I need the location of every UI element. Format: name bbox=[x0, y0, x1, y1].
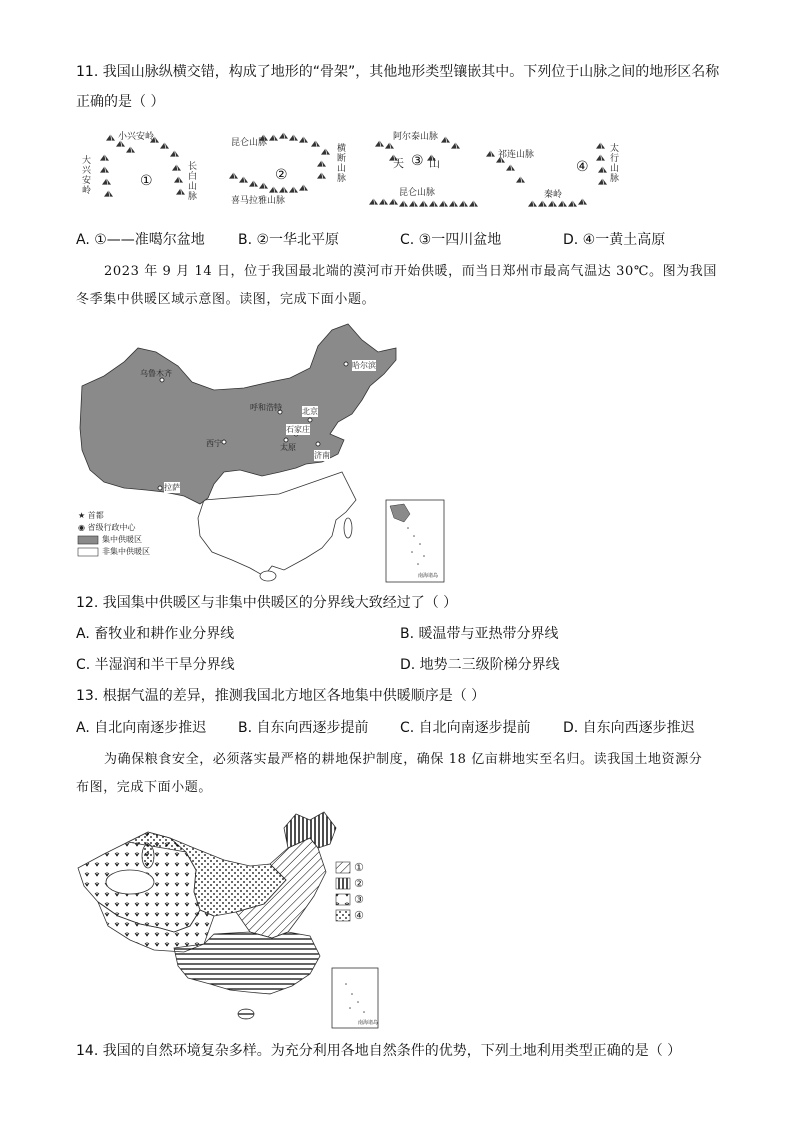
city-jinan: 济南 bbox=[314, 451, 330, 460]
city-beijing: 北京 bbox=[302, 407, 318, 416]
taiwan-island bbox=[344, 518, 352, 538]
q11-figure-2 bbox=[225, 128, 355, 208]
q13-option-b[interactable]: B. 自东向西逐步提前 bbox=[238, 720, 369, 736]
legend-label-3: ③ bbox=[354, 893, 364, 906]
q13-stem: 13. 根据气温的差异，推测我国北方地区各地集中供暖顺序是（ ） bbox=[76, 688, 486, 704]
label-kunlunshan-3: 昆仑山脉 bbox=[399, 188, 436, 198]
label-taihangshan: 太行山脉 bbox=[610, 144, 620, 184]
circle-number-1: ① bbox=[140, 173, 153, 189]
legend-heating-swatch bbox=[78, 536, 98, 544]
legend-swatch-1 bbox=[336, 862, 350, 873]
q11-option-b[interactable]: B. ②一华北平原 bbox=[238, 232, 340, 248]
label-xiaoxinganling: 小兴安岭 bbox=[118, 132, 155, 142]
legend-nonheating-swatch bbox=[78, 548, 98, 556]
q13-option-c[interactable]: C. 自北向南逐步提前 bbox=[400, 720, 531, 736]
q11-option-d[interactable]: D. ④一黄土高原 bbox=[563, 232, 666, 248]
q11-figure-3 bbox=[365, 128, 480, 212]
heating-region bbox=[80, 324, 396, 504]
label-kunlunshan: 昆仑山脉 bbox=[231, 138, 268, 148]
hainan-island bbox=[260, 571, 276, 581]
label-tian: 天 bbox=[393, 157, 404, 170]
q13-option-d[interactable]: D. 自东向西逐步推迟 bbox=[563, 720, 695, 736]
circle-number-3: ③ bbox=[411, 153, 424, 169]
city-huhehaote: 呼和浩特 bbox=[250, 403, 282, 412]
q14-stem: 14. 我国的自然环境复杂多样。为充分利用各地自然条件的优势，下列土地利用类型正确的是（ ） bbox=[76, 1043, 682, 1059]
q11-option-a[interactable]: A. ①——准噶尔盆地 bbox=[76, 232, 205, 248]
land-resources-map bbox=[74, 808, 384, 1030]
q12-option-b[interactable]: B. 暖温带与亚热带分界线 bbox=[400, 626, 559, 642]
q12-stem: 12. 我国集中供暖区与非集中供暖区的分界线大致经过了（ ） bbox=[76, 595, 458, 611]
legend-nonheating: 非集中供暖区 bbox=[102, 547, 150, 556]
label-qilianshan: 祁连山脉 bbox=[498, 150, 535, 160]
legend-label-1: ① bbox=[354, 861, 364, 874]
passage1-line1: 2023 年 9 月 14 日，位于我国最北端的漠河市开始供暖，而当日郑州市最高气温达 30℃。图为我国 bbox=[104, 264, 717, 279]
label-shan: 山 bbox=[429, 157, 440, 170]
legend-swatch-2 bbox=[336, 878, 350, 889]
label-changbaishan: 长白山脉 bbox=[188, 162, 198, 202]
q11-stem-line1: 11. 我国山脉纵横交错，构成了地形的“骨架”，其他地形类型镶嵌其中。下列位于山脉之间的地形区名称 bbox=[76, 64, 720, 80]
label-ximalaya: 喜马拉雅山脉 bbox=[231, 196, 286, 206]
inset-label: 南海诸岛 bbox=[418, 573, 439, 579]
q11-figure-1 bbox=[78, 128, 208, 208]
region-basin-oval bbox=[106, 870, 154, 894]
passage2-line1: 为确保粮食安全，必须落实最严格的耕地保护制度，确保 18 亿亩耕地实至名归。读我国土地资源分 bbox=[104, 752, 703, 767]
legend-capital-text: 首都 bbox=[87, 511, 104, 520]
label-hengduanshan: 横断山脉 bbox=[337, 144, 347, 184]
q12-option-a[interactable]: A. 畜牧业和耕作业分界线 bbox=[76, 626, 235, 642]
legend-swatch-3 bbox=[336, 894, 350, 905]
label-daxinganling: 大兴安岭 bbox=[82, 156, 92, 196]
legend-swatch-4 bbox=[336, 910, 350, 921]
passage2-line2: 布图，完成下面小题。 bbox=[76, 780, 213, 795]
non-heating-region bbox=[198, 472, 356, 576]
city-lasa: 拉萨 bbox=[164, 483, 180, 492]
q12-option-d[interactable]: D. 地势二三级阶梯分界线 bbox=[400, 657, 560, 673]
legend-provincial-text: 省级行政中心 bbox=[87, 523, 136, 532]
q11-figure-4 bbox=[484, 128, 624, 212]
label-aertaishan: 阿尔泰山脉 bbox=[393, 132, 439, 142]
legend-label-4: ④ bbox=[354, 909, 364, 922]
city-xining: 西宁 bbox=[206, 439, 222, 448]
legend-heating: 集中供暖区 bbox=[102, 535, 142, 544]
city-shijiazhuang: 石家庄 bbox=[286, 425, 310, 434]
q12-option-c[interactable]: C. 半湿润和半干旱分界线 bbox=[76, 657, 235, 673]
city-haerbin: 哈尔滨 bbox=[352, 361, 376, 370]
label-qinling: 秦岭 bbox=[544, 190, 563, 200]
q13-option-a[interactable]: A. 自北向南逐步推迟 bbox=[76, 720, 207, 736]
heating-map bbox=[74, 322, 454, 584]
inset-label-2: 南海诸岛 bbox=[358, 1020, 379, 1026]
city-wulumuqi: 乌鲁木齐 bbox=[140, 369, 172, 378]
south-china-sea-inset-2 bbox=[332, 968, 378, 1028]
land-resources-drawing bbox=[74, 808, 384, 1030]
q11-stem-line2: 正确的是（ ） bbox=[76, 94, 165, 110]
city-taiyuan: 太原 bbox=[280, 443, 296, 452]
circle-number-2: ② bbox=[275, 167, 288, 183]
legend-capital: ★ 首都 bbox=[78, 511, 104, 520]
passage1-line2: 冬季集中供暖区域示意图。读图，完成下面小题。 bbox=[76, 292, 376, 307]
legend-provincial: ◉ 省级行政中心 bbox=[78, 523, 136, 532]
circle-number-4: ④ bbox=[576, 159, 589, 175]
q11-option-c[interactable]: C. ③一四川盆地 bbox=[400, 232, 502, 248]
legend-label-2: ② bbox=[354, 877, 364, 890]
